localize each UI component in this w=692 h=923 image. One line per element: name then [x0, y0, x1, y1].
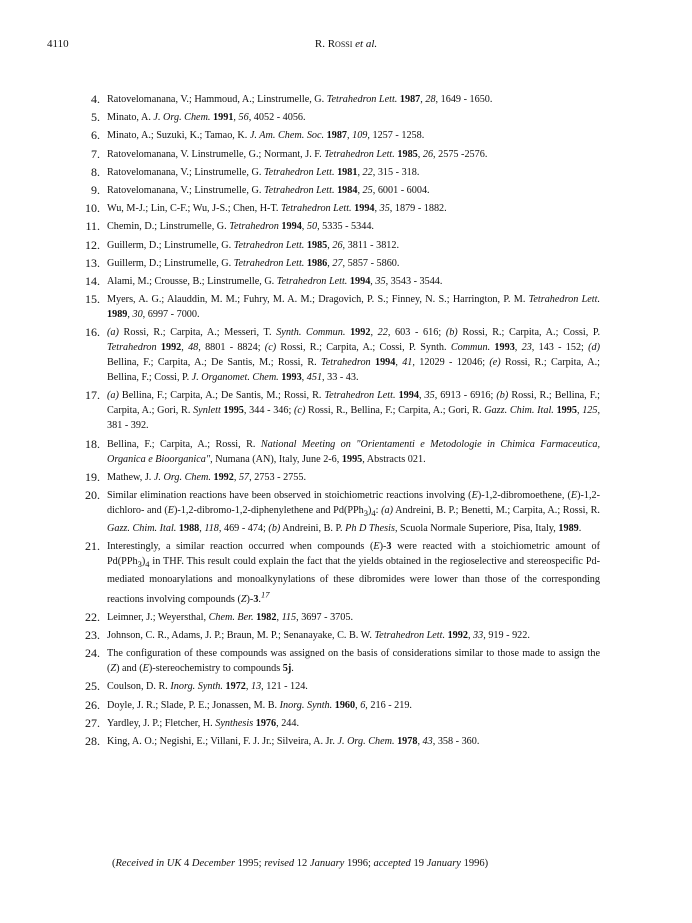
reference-text: Johnson, C. R., Adams, J. P.; Braun, M. P.; Senanayake, C. B. W. Tetrahedron Lett. 1992, 33, 919 - 922.	[107, 630, 530, 642]
reference-number: 11.	[85, 219, 100, 234]
reference-item	[80, 256, 600, 271]
reference-text: Ratovelomanana, V. Linstrumelle, G.; Normant, J. F. Tetrahedron Lett. 1985, 26, 2575 -2576.	[107, 148, 488, 160]
reference-text: Guillerm, D.; Linstrumelle, G. Tetrahedron Lett. 1986, 27, 5857 - 5860.	[107, 257, 400, 269]
reference-number: 18.	[85, 436, 100, 451]
reference-item	[80, 292, 600, 322]
reference-item	[80, 238, 600, 253]
reference-number: 9.	[91, 182, 100, 197]
reference-number: 12.	[85, 237, 100, 252]
reference-number: 6.	[91, 128, 100, 143]
running-head	[0, 38, 692, 50]
reference-number: 22.	[85, 609, 100, 624]
reference-text: Doyle, J. R.; Slade, P. E.; Jonassen, M. B. Inorg. Synth. 1960, 6, 216 - 219.	[107, 699, 412, 711]
reference-text: Minato, A. J. Org. Chem. 1991, 56, 4052 - 4056.	[107, 112, 306, 124]
reference-number: 7.	[91, 146, 100, 161]
reference-item	[80, 110, 600, 125]
reference-number: 24.	[85, 646, 100, 661]
reference-item	[80, 183, 600, 198]
reference-number: 5.	[91, 110, 100, 125]
reference-text: Bellina, F.; Carpita, A.; Rossi, R. National Meeting on "Orientamenti e Metodologie in Chimica Farmaceutica, Organica e Bioorganica", Numana (AN), Italy, June 2-6, 1995, Abstracts 021.	[107, 438, 600, 465]
reference-number: 16.	[85, 325, 100, 340]
reference-item	[80, 734, 600, 749]
reference-number: 28.	[85, 733, 100, 748]
reference-item	[80, 92, 600, 107]
reference-number: 20.	[85, 488, 100, 502]
reference-item	[80, 470, 600, 485]
reference-item	[80, 698, 600, 713]
reference-text: Guillerm, D.; Linstrumelle, G. Tetrahedron Lett. 1985, 26, 3811 - 3812.	[107, 239, 400, 251]
reference-item	[80, 488, 600, 536]
reference-text: Wu, M-J.; Lin, C-F.; Wu, J-S.; Chen, H-T. Tetrahedron Lett. 1994, 35, 1879 - 1882.	[107, 203, 447, 215]
reference-text: Ratovelomanana, V.; Linstrumelle, G. Tetrahedron Lett. 1981, 22, 315 - 318.	[107, 166, 420, 178]
reference-item	[80, 539, 600, 606]
reference-item	[80, 679, 600, 694]
reference-text: The configuration of these compounds was assigned on the basis of considerations similar to those made to assign the (Z) and (E)-stereochemistry to compounds 5j.	[107, 648, 600, 675]
reference-item	[80, 147, 600, 162]
reference-item	[80, 716, 600, 731]
reference-number: 8.	[91, 164, 100, 179]
reference-item	[80, 128, 600, 143]
reference-number: 19.	[85, 469, 100, 484]
reference-number: 15.	[85, 292, 100, 307]
reference-text: Interestingly, a similar reaction occurred when compounds (E)-3 were reacted with a stoichiometric amount of $Pd(PPh_3)_4$ in THF. This result could explain the fact that the yields obtained in the regioselective and stereospecific Pd-mediated monoarylations and monoalkynylations of these dibromides were lower than those of the corresponding reactions involving compounds (Z)-3.17	[107, 541, 600, 605]
reference-text: Minato, A.; Suzuki, K.; Tamao, K. J. Am. Chem. Soc. 1987, 109, 1257 - 1258.	[107, 130, 425, 142]
reference-number: 14.	[85, 273, 100, 288]
reference-text: Similar elimination reactions have been observed in stoichiometric reactions involving (E)-1,2-dibromoethene, (E)-1,2-dichloro- and (E)-1,2-dibromo-1,2-diphenylethene and $Pd(PPh_3)_4$: (a) Andreini, B. P.; Benetti, M.; Carpita, A.; Rossi, R. Gazz. Chim. Ital. 1988, 118, 469 - 474; (b) Andreini, B. P. Ph D Thesis, Scuola Normale Superiore, Pisa, Italy, 1989.	[107, 490, 600, 535]
reference-number: 23.	[85, 628, 100, 643]
reference-number: 27.	[85, 715, 100, 730]
received-dates: (Received in UK 4 December 1995; revised 12 January 1996; accepted 19 January 1996)	[112, 858, 489, 869]
reference-number: 10.	[85, 201, 100, 216]
reference-number: 21.	[85, 539, 100, 554]
reference-text: Alami, M.; Crousse, B.; Linstrumelle, G. Tetrahedron Lett. 1994, 35, 3543 - 3544.	[107, 275, 443, 287]
reference-text: (a) Rossi, R.; Carpita, A.; Messeri, T. Synth. Commun. 1992, 22, 603 - 616; (b) Rossi, R.; Carpita, A.; Cossi, P. Tetrahedron 1992, 48, 8801 - 8824; (c) Rossi, R.; Carpita, A.; Cossi, P. Synth. Commun. 1993, 23, 143 - 152; (d) Bellina, F.; Carpita, A.; De Santis, M.; Rossi, R. Tetrahedron 1994, 41, 12029 - 12046; (e) Rossi, R.; Carpita, A.; Bellina, F.; Cossi, P. J. Organomet. Chem. 1993, 451, 33 - 43.	[107, 327, 601, 384]
reference-item	[80, 219, 600, 234]
reference-item	[80, 274, 600, 289]
reference-text: Coulson, D. R. Inorg. Synth. 1972, 13, 121 - 124.	[107, 681, 308, 693]
reference-text: Chemin, D.; Linstrumelle, G. Tetrahedron 1994, 50, 5335 - 5344.	[107, 221, 374, 233]
reference-item	[80, 388, 600, 433]
reference-text: Yardley, J. P.; Fletcher, H. Synthesis 1976, 244.	[107, 717, 300, 729]
reference-number: 4.	[91, 92, 100, 106]
reference-text: (a) Bellina, F.; Carpita, A.; De Santis, M.; Rossi, R. Tetrahedron Lett. 1994, 35, 6913 - 6916; (b) Rossi, R.; Bellina, F.; Carpita, A.; Gori, R. Synlett 1995, 344 - 346; (c) Rossi, R., Bellina, F.; Carpita, A.; Gori, R. Gazz. Chim. Ital. 1995, 125, 381 - 392.	[107, 390, 601, 432]
reference-item	[80, 165, 600, 180]
reference-text: Myers, A. G.; Alauddin, M. M.; Fuhry, M. A. M.; Dragovich, P. S.; Finney, N. S.; Harrington, P. M. Tetrahedron Lett. 1989, 30, 6997 - 7000.	[107, 294, 600, 321]
reference-item	[80, 325, 600, 385]
reference-number: 26.	[85, 697, 100, 712]
author-etal: et al.	[352, 38, 378, 50]
reference-item	[80, 437, 600, 467]
reference-text: Ratovelomanana, V.; Hammoud, A.; Linstrumelle, G. Tetrahedron Lett. 1987, 28, 1649 - 1650.	[107, 94, 493, 105]
author-initial: R.	[314, 38, 328, 50]
page-number: 4110	[47, 38, 69, 50]
reference-item	[80, 610, 600, 625]
reference-number: 17.	[85, 388, 100, 403]
reference-list	[80, 92, 600, 752]
reference-item	[80, 646, 600, 676]
reference-text: King, A. O.; Negishi, E.; Villani, F. J. Jr.; Silveira, A. Jr. J. Org. Chem. 1978, 43, 358 - 360.	[107, 735, 480, 747]
reference-item	[80, 628, 600, 643]
reference-text: Leimner, J.; Weyersthal, Chem. Ber. 1982, 115, 3697 - 3705.	[107, 611, 353, 623]
reference-item	[80, 201, 600, 216]
reference-text: Mathew, J. J. Org. Chem. 1992, 57, 2753 - 2755.	[107, 471, 307, 483]
reference-number: 25.	[85, 679, 100, 694]
reference-text: Ratovelomanana, V.; Linstrumelle, G. Tetrahedron Lett. 1984, 25, 6001 - 6004.	[107, 184, 430, 196]
reference-number: 13.	[85, 255, 100, 270]
author-surname: Rossi	[327, 38, 353, 50]
